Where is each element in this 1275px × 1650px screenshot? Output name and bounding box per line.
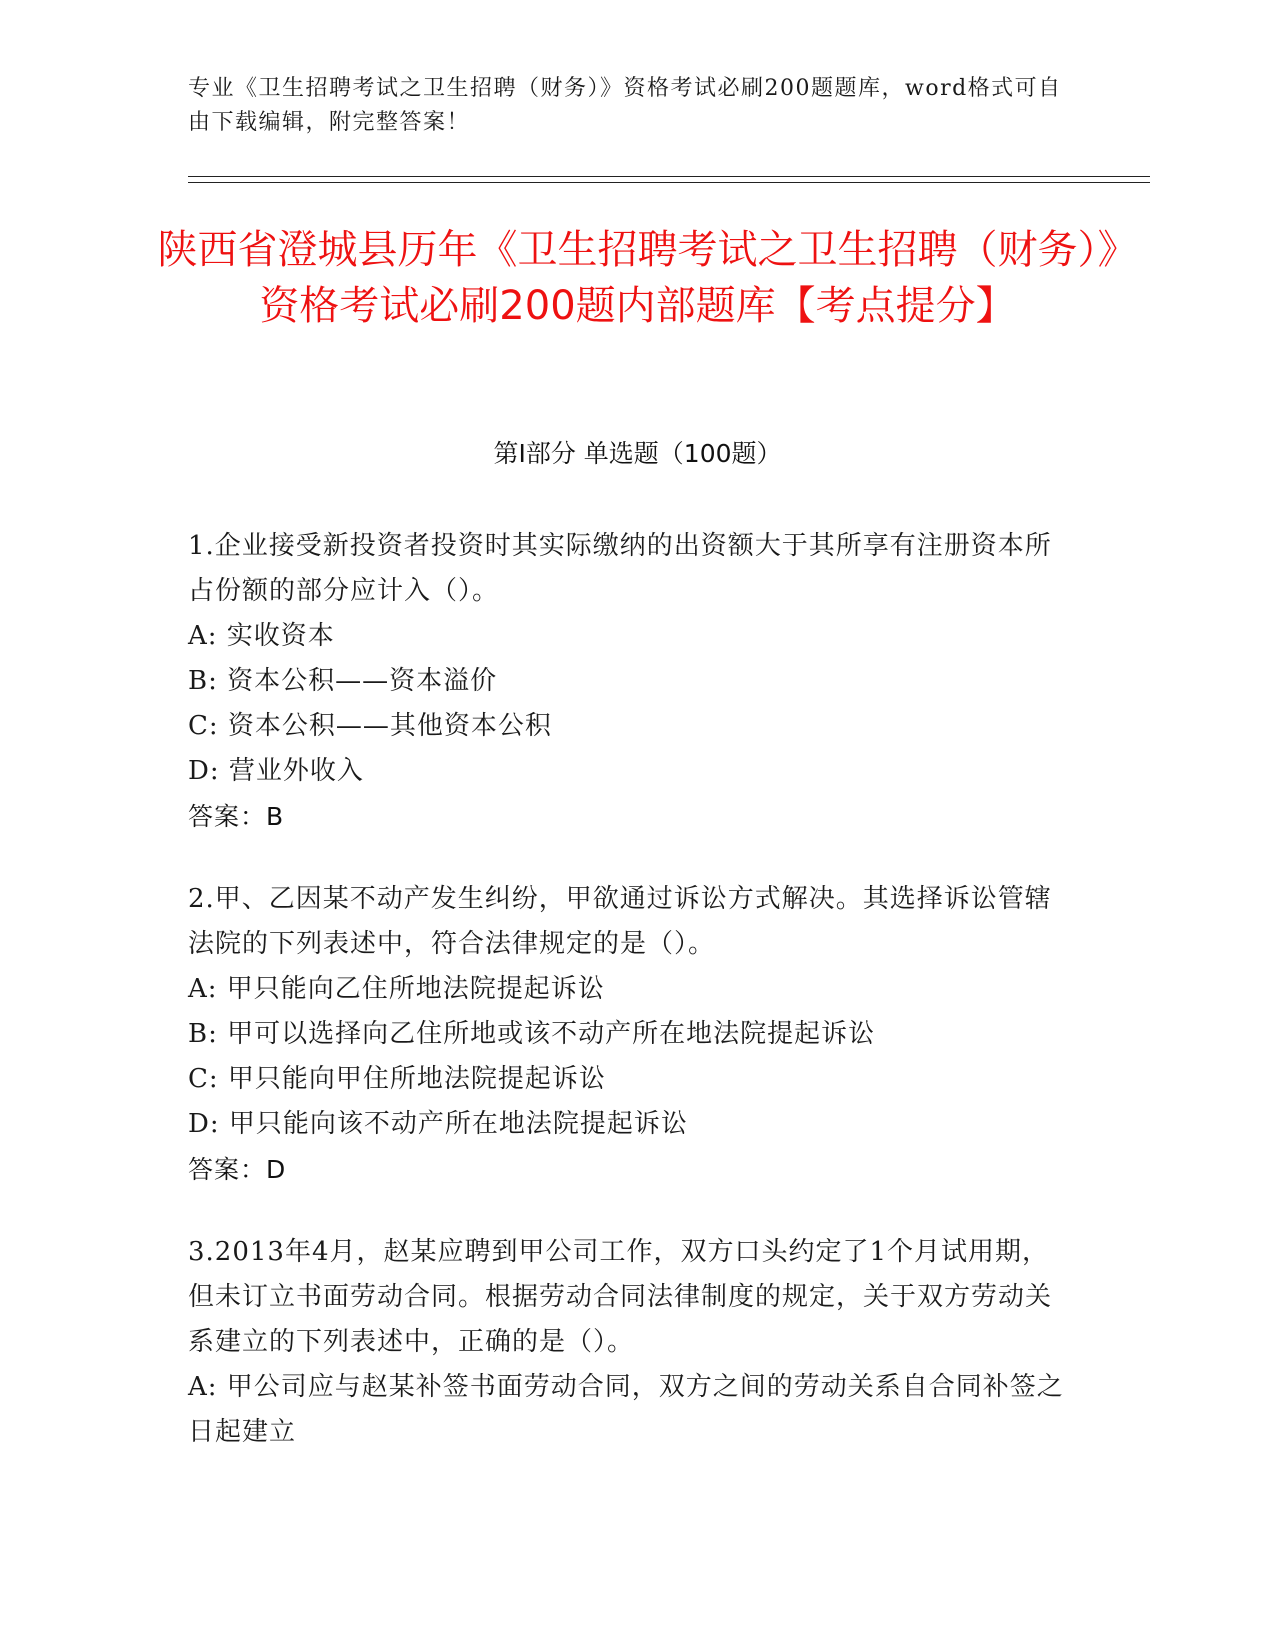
option-c: C: 甲只能向甲住所地法院提起诉讼 [188,1064,606,1094]
option-b: B: 资本公积——资本溢价 [188,666,498,696]
option-a: A: 甲公司应与赵某补签书面劳动合同，双方之间的劳动关系自合同补签之日起建立 [188,1372,1064,1447]
header-divider-top [188,176,1150,177]
answer: 答案：D [188,1155,287,1184]
section-heading: 第I部分 单选题（100题） [493,439,782,468]
option-c: C: 资本公积——其他资本公积 [188,711,552,741]
option-d: D: 营业外收入 [188,756,364,786]
option-a: A: 甲只能向乙住所地法院提起诉讼 [188,974,605,1004]
option-d: D: 甲只能向该不动产所在地法院提起诉讼 [188,1109,688,1139]
option-a: A: 实收资本 [188,621,335,651]
question-stem: 2.甲、乙因某不动产发生纠纷，甲欲通过诉讼方式解决。其选择诉讼管辖法院的下列表述中，符合法律规定的是（）。 [188,884,1052,959]
question-3 [188,1230,1068,1455]
question-2 [188,877,1068,1192]
question-stem: 3.2013年4月，赵某应聘到甲公司工作，双方口头约定了1个月试用期，但未订立书面劳动合同。根据劳动合同法律制度的规定，关于双方劳动关系建立的下列表述中，正确的是（）。 [188,1237,1053,1357]
answer: 答案：B [188,802,285,831]
question-stem: 1.企业接受新投资者投资时其实际缴纳的出资额大于其所享有注册资本所占份额的部分应计入（）。 [188,531,1052,606]
option-b: B: 甲可以选择向乙住所地或该不动产所在地法院提起诉讼 [188,1019,876,1049]
header-note: 专业《卫生招聘考试之卫生招聘（财务）》资格考试必刷200题题库，word格式可自由下载编辑，附完整答案！ [188,76,1062,135]
question-list [188,524,1068,1493]
question-1 [188,524,1068,839]
header-divider-bottom [188,182,1150,183]
document-title: 陕西省澄城县历年《卫生招聘考试之卫生招聘（财务）》资格考试必刷200题内部题库【考点提分】 [157,227,1118,329]
